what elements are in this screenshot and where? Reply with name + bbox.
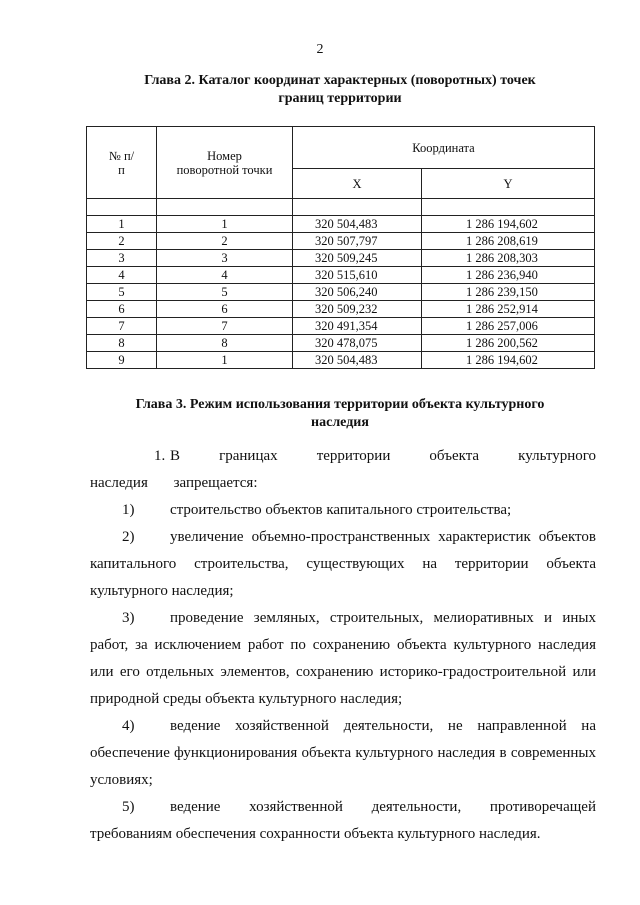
cell-y: 1 286 239,150 <box>422 284 595 301</box>
cell-x: 320 507,797 <box>293 233 422 250</box>
list-item-number: 1) <box>122 502 135 518</box>
cell-y: 1 286 194,602 <box>422 216 595 233</box>
cell-x: 320 506,240 <box>293 284 422 301</box>
table-row <box>87 318 595 335</box>
list-item-number: 3) <box>122 610 135 626</box>
cell-row-number: 3 <box>87 250 157 267</box>
list-item-text: строительство объектов капитального строительства; <box>170 502 512 518</box>
list-item-text: ведение хозяйственной деятельности, противоречащей требованиям обеспечения сохранности объекта культурного наследия. <box>90 799 596 842</box>
header-coordinate: Координата <box>293 127 595 169</box>
list-item-number: 5) <box>122 799 135 815</box>
list-item <box>90 497 596 524</box>
cell-row-number: 7 <box>87 318 157 335</box>
cell-x: 320 504,483 <box>293 352 422 369</box>
cell-x: 320 504,483 <box>293 216 422 233</box>
cell-point-number: 3 <box>157 250 293 267</box>
cell-point-number: 1 <box>157 216 293 233</box>
table-row <box>87 335 595 352</box>
list-item <box>90 794 596 848</box>
table-row <box>87 250 595 267</box>
chapter-2-title-line-1: Глава 2. Каталог координат характерных (поворотных) точек <box>144 73 536 88</box>
cell-row-number: 5 <box>87 284 157 301</box>
cell-row-number: 2 <box>87 233 157 250</box>
header-y: Y <box>422 169 595 199</box>
cell-y: 1 286 257,006 <box>422 318 595 335</box>
list-item-text: увеличение объемно-пространственных характеристик объектов капитального строительства, существующих на территории объекта культурного наследия; <box>90 529 596 599</box>
list-item-number: 2) <box>122 529 135 545</box>
table-row <box>87 216 595 233</box>
chapter-3-title-line-2: наследия <box>311 415 369 430</box>
paragraph-1 <box>90 443 596 497</box>
coordinates-table <box>86 126 595 369</box>
cell-x: 320 515,610 <box>293 267 422 284</box>
table-row <box>87 199 595 216</box>
page-number: 2 <box>316 42 324 57</box>
table-row <box>87 267 595 284</box>
cell-row-number: 6 <box>87 301 157 318</box>
table-row <box>87 352 595 369</box>
cell-y: 1 286 208,619 <box>422 233 595 250</box>
paragraph-1-text: В границах территории объекта культурного наследия запрещается: <box>90 448 596 491</box>
cell-point-number: 2 <box>157 233 293 250</box>
chapter-3-title-line-1: Глава 3. Режим использования территории объекта культурного <box>135 397 545 412</box>
list-item <box>90 524 596 605</box>
list-item-text: проведение земляных, строительных, мелиоративных и иных работ, за исключением работ по сохранению объекта культурного наследия или его отдельных элементов, сохранению историко-градостроительной или природной среды объекта культурного наследия; <box>90 610 596 707</box>
chapter-2-title-line-2: границ территории <box>278 91 402 106</box>
cell-point-number: 5 <box>157 284 293 301</box>
chapter-3-heading <box>60 396 620 432</box>
cell-y: 1 286 236,940 <box>422 267 595 284</box>
list-item <box>90 713 596 794</box>
cell-point-number: 7 <box>157 318 293 335</box>
cell-row-number: 9 <box>87 352 157 369</box>
list-item <box>90 605 596 713</box>
cell-point-number: 6 <box>157 301 293 318</box>
cell-row-number: 1 <box>87 216 157 233</box>
list-item-number: 4) <box>122 718 135 734</box>
cell-point-number: 1 <box>157 352 293 369</box>
cell-point-number: 8 <box>157 335 293 352</box>
header-point-number: Номер поворотной точки <box>157 127 293 199</box>
cell-x: 320 509,232 <box>293 301 422 318</box>
cell-x: 320 491,354 <box>293 318 422 335</box>
cell-row-number: 4 <box>87 267 157 284</box>
header-row-number: № п/п <box>87 127 157 199</box>
cell-x: 320 509,245 <box>293 250 422 267</box>
chapter-2-heading <box>60 72 620 108</box>
table-row <box>87 284 595 301</box>
cell-row-number: 8 <box>87 335 157 352</box>
cell-y: 1 286 252,914 <box>422 301 595 318</box>
list-item-text: ведение хозяйственной деятельности, не направленной на обеспечение функционирования объекта культурного наследия в современных условиях; <box>90 718 596 788</box>
header-x: X <box>293 169 422 199</box>
table-row <box>87 233 595 250</box>
table-row <box>87 301 595 318</box>
cell-y: 1 286 194,602 <box>422 352 595 369</box>
paragraph-1-number: 1. <box>154 448 166 464</box>
chapter-3-body <box>90 443 596 848</box>
cell-x: 320 478,075 <box>293 335 422 352</box>
cell-y: 1 286 208,303 <box>422 250 595 267</box>
cell-y: 1 286 200,562 <box>422 335 595 352</box>
cell-point-number: 4 <box>157 267 293 284</box>
